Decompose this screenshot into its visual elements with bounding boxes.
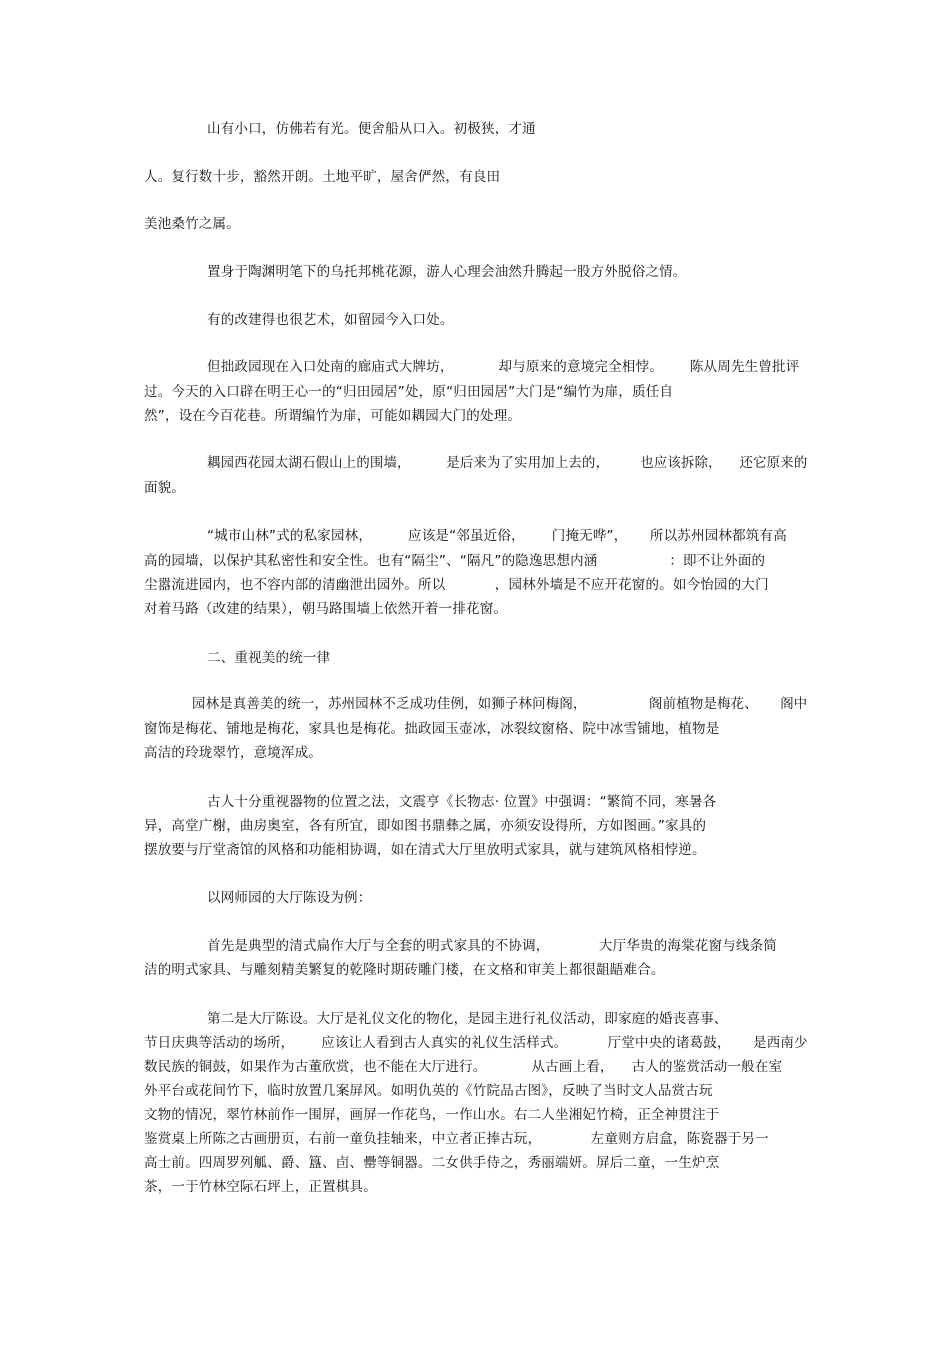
text-line: 首先是典型的清式扁作大厅与全套的明式家具的不协调， 大厅华贵的海棠花窗与线条简 — [207, 938, 778, 954]
text-line: 耦园西花园太湖石假山上的围墙， 是后来为了实用加上去的， 也应该拆除， 还它原来的 — [207, 456, 808, 471]
text-line: 然”，设在今百花巷。所谓编竹为扉，可能如耦园大门的处理。 — [144, 408, 522, 424]
text-line: 文物的情况，翠竹林前作一围屏，画屏一作花鸟，一作山水。右二人坐湘妃竹椅，正全神贯注于 — [144, 1107, 720, 1123]
text-line: 茶，一于竹林空际石坪上，正置棋具。 — [144, 1179, 377, 1195]
text-line: 置身于陶渊明笔下的乌托邦桃花源，游人心理会油然升腾起一股方外脱俗之情。 — [207, 264, 687, 280]
text-line: 外平台或花间竹下，临时放置几案屏风。如明仇英的《竹院品古图》，反映了当时文人品赏古玩 — [144, 1083, 713, 1099]
text-line: “城市山林”式的私家园林， 应该是“邻虽近俗， 门掩无哗”， 所以苏州园林都筑有高 — [207, 528, 787, 544]
text-line: 人。复行数十步，豁然开朗。土地平旷，屋舍俨然，有良田 — [144, 169, 501, 185]
text-line: 高洁的玲珑翠竹，意境浑成。 — [144, 745, 323, 761]
text-line: 有的改建得也很艺术，如留园今入口处。 — [207, 312, 454, 328]
text-line: 数民族的铜鼓，如果作为古董欣赏，也不能在大厅进行。 从古画上看， 古人的鉴赏活动一般在室 — [144, 1059, 783, 1075]
text-line: 以网师园的大厅陈设为例： — [207, 890, 372, 906]
text-line: 第二是大厅陈设。大厅是礼仪文化的物化，是园主进行礼仪活动，即家庭的婚丧喜事、 — [207, 1011, 728, 1027]
text-line: 洁的明式家具、与雕刻精美繁复的乾隆时期砖雕门楼，在文格和审美上都很龃龉难合。 — [144, 962, 665, 978]
text-line: 摆放要与厅堂斋馆的风格和功能相协调，如在清式大厅里放明式家具，就与建筑风格相悖逆。 — [144, 842, 706, 858]
text-line: 高的园墙，以保护其私密性和安全性。也有“隔尘”、“隔凡”的隐逸思想内涵 ：即不让外面的 — [144, 553, 766, 569]
section-heading: 二、重视美的统一律 — [207, 650, 331, 666]
text-line: 窗饰是梅花、铺地是梅花，家具也是梅花。拙政园玉壶冰，冰裂纹窗格、院中冰雪铺地，植物是 — [144, 721, 720, 737]
text-line: 异，高堂广榭，曲房奥室，各有所宜，即如图书鼎彝之属，亦须安设得所，方如图画。”家具的 — [144, 818, 707, 834]
text-line: 鉴赏桌上所陈之古画册页，右前一童负挂轴来，中立者正捧古玩， 左童则方启盒，陈瓷器于另一 — [144, 1131, 769, 1147]
text-line: 对着马路（改建的结果），朝马路围墙上依然开着一排花窗。 — [144, 601, 508, 617]
text-line: 园林是真善美的统一，苏州园林不乏成功佳例，如狮子林问梅阁， 阁前植物是梅花、 阁中 — [192, 697, 808, 712]
text-line: 面貌。 — [144, 480, 186, 496]
text-line: 美池桑竹之属。 — [144, 216, 240, 232]
text-line: 尘嚣流进园内，也不容内部的清幽泄出园外。所以 ，园林外墙是不应开花窗的。如今怡园的大门 — [144, 577, 769, 593]
text-line: 过。今天的入口辟在明王心一的“归田园居”处，原“归田园居”大门是“编竹为扉，质任自 — [144, 384, 674, 400]
text-line: 但拙政园现在入口处南的廊庙式大牌坊， 却与原来的意境完全相悖。 陈从周先生曾批评 — [207, 359, 800, 375]
text-line: 古人十分重视器物的位置之法，文震亨《长物志· 位置》中强调：“繁简不同，寒暑各 — [207, 794, 717, 810]
text-line: 高士前。四周罗列觚、爵、簋、卣、罍等铜器。二女供手侍之，秀丽端妍。屏后二童，一生炉烹 — [144, 1155, 720, 1171]
text-line: 节日庆典等活动的场所， 应该让人看到古人真实的礼仪生活样式。 厅堂中央的诸葛鼓， 是西南少 — [144, 1035, 808, 1051]
text-line: 山有小口，仿佛若有光。便舍船从口入。初极狭，才通 — [207, 121, 536, 137]
